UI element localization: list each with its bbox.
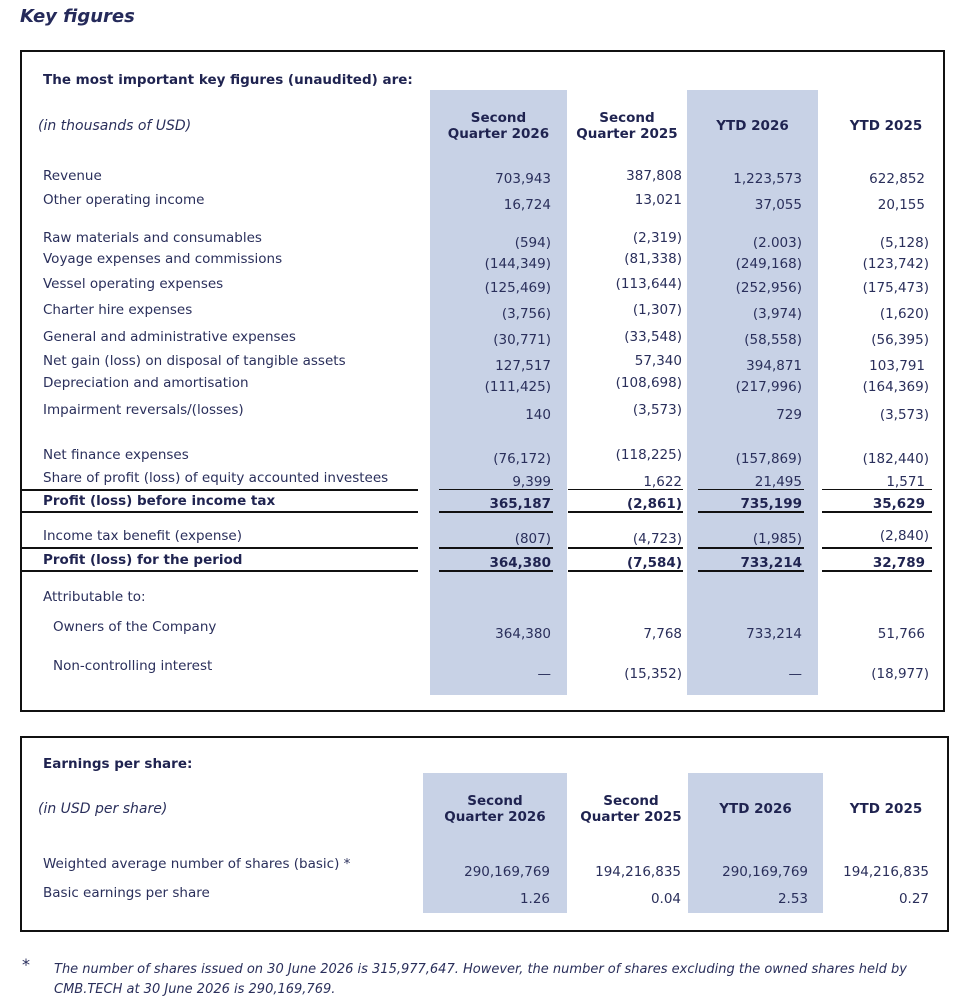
row-label-vessel-operating-expenses: Vessel operating expenses bbox=[43, 276, 224, 292]
cell: 1,571 bbox=[886, 474, 925, 490]
cell: 1.26 bbox=[519, 891, 550, 907]
cell: 622,852 bbox=[869, 171, 925, 187]
key-figures-title: The most important key figures (unaudited) are: bbox=[43, 72, 413, 88]
cell: (56,395) bbox=[871, 332, 929, 348]
cell: 290,169,769 bbox=[722, 864, 808, 880]
eps-table bbox=[20, 736, 949, 932]
col-header-ytd-2026: YTD 2026 bbox=[716, 118, 789, 134]
cell: 364,380 bbox=[489, 555, 551, 571]
cell: 57,340 bbox=[634, 353, 682, 369]
eps-title: Earnings per share: bbox=[43, 756, 193, 772]
cell: 32,789 bbox=[872, 555, 925, 571]
row-label-profit-for-period: Profit (loss) for the period bbox=[43, 552, 243, 568]
cell: 140 bbox=[525, 407, 551, 423]
cell: 9,399 bbox=[512, 474, 551, 490]
cell: 729 bbox=[776, 407, 802, 423]
subtotal-rule bbox=[439, 489, 553, 490]
cell: (2,840) bbox=[879, 528, 929, 544]
row-label-depreciation: Depreciation and amortisation bbox=[43, 375, 249, 391]
cell: (125,469) bbox=[484, 280, 551, 296]
cell: (33,548) bbox=[624, 329, 682, 345]
row-label-raw-materials: Raw materials and consumables bbox=[43, 230, 262, 246]
cell: (111,425) bbox=[484, 379, 551, 395]
cell: (1,985) bbox=[752, 531, 802, 547]
cell: (58,558) bbox=[744, 332, 802, 348]
cell: (30,771) bbox=[493, 332, 551, 348]
total-rule bbox=[698, 511, 804, 513]
cell: 365,187 bbox=[489, 496, 551, 512]
row-rule bbox=[22, 489, 418, 491]
col-header-q2-2026: Second Quarter 2026 bbox=[447, 110, 550, 142]
cell: (164,369) bbox=[862, 379, 929, 395]
cell: (249,168) bbox=[735, 256, 802, 272]
cell: (108,698) bbox=[615, 375, 682, 391]
cell: 13,021 bbox=[634, 192, 682, 208]
col-header-ytd-2026: YTD 2026 bbox=[719, 801, 792, 817]
row-label-profit-before-tax: Profit (loss) before income tax bbox=[43, 493, 276, 509]
cell: 194,216,835 bbox=[595, 864, 681, 880]
cell: (18,977) bbox=[871, 666, 929, 682]
cell: (594) bbox=[514, 235, 551, 251]
cell: 1,622 bbox=[643, 474, 682, 490]
subtotal-rule bbox=[698, 489, 804, 490]
cell: (3,974) bbox=[752, 306, 802, 322]
cell: 51,766 bbox=[877, 626, 925, 642]
total-rule bbox=[568, 570, 683, 572]
cell: (2.003) bbox=[752, 235, 802, 251]
row-label-attributable: Attributable to: bbox=[43, 589, 146, 605]
subtotal-rule bbox=[822, 489, 932, 490]
cell: 1,223,573 bbox=[733, 171, 802, 187]
cell: (1,307) bbox=[632, 302, 682, 318]
key-figures-table bbox=[20, 50, 945, 712]
cell: (3,573) bbox=[879, 407, 929, 423]
total-rule bbox=[822, 511, 932, 513]
row-rule bbox=[22, 547, 418, 549]
row-label-basic-eps: Basic earnings per share bbox=[43, 885, 210, 901]
cell: (2,861) bbox=[626, 496, 682, 512]
row-label-impairment: Impairment reversals/(losses) bbox=[43, 402, 244, 418]
cell: 290,169,769 bbox=[464, 864, 550, 880]
row-label-voyage-expenses: Voyage expenses and commissions bbox=[43, 251, 283, 267]
row-rule bbox=[698, 547, 804, 549]
col-header-ytd-2025: YTD 2025 bbox=[849, 801, 923, 817]
cell: (2,319) bbox=[632, 230, 682, 246]
cell: (217,996) bbox=[735, 379, 802, 395]
cell: 733,214 bbox=[746, 626, 802, 642]
row-rule bbox=[568, 547, 683, 549]
cell: 733,214 bbox=[740, 555, 802, 571]
cell: (76,172) bbox=[493, 451, 551, 467]
row-label-general-administrative: General and administrative expenses bbox=[43, 329, 296, 345]
cell: 0.04 bbox=[650, 891, 681, 907]
total-rule bbox=[439, 511, 553, 513]
row-label-income-tax: Income tax benefit (expense) bbox=[43, 528, 242, 544]
footnote-marker: * bbox=[22, 955, 30, 974]
cell: (175,473) bbox=[862, 280, 929, 296]
cell: (807) bbox=[514, 531, 551, 547]
cell: 703,943 bbox=[495, 171, 551, 187]
row-label-weighted-shares: Weighted average number of shares (basic) * bbox=[43, 856, 351, 872]
cell: (15,352) bbox=[624, 666, 682, 682]
row-label-revenue: Revenue bbox=[43, 168, 102, 184]
total-rule bbox=[698, 570, 804, 572]
row-label-other-operating-income: Other operating income bbox=[43, 192, 205, 208]
cell: (182,440) bbox=[862, 451, 929, 467]
total-rule bbox=[568, 511, 683, 513]
cell: 20,155 bbox=[877, 197, 925, 213]
cell: 21,495 bbox=[754, 474, 802, 490]
row-rule bbox=[439, 547, 553, 549]
row-label-share-of-profit: Share of profit (loss) of equity accounted investees bbox=[43, 470, 389, 486]
total-rule bbox=[22, 570, 418, 572]
cell: (118,225) bbox=[615, 447, 682, 463]
cell: 0.27 bbox=[898, 891, 929, 907]
cell: 127,517 bbox=[495, 358, 551, 374]
key-figures-units: (in thousands of USD) bbox=[38, 118, 192, 134]
col-header-q2-2025: Second Quarter 2025 bbox=[580, 793, 682, 825]
cell: 364,380 bbox=[495, 626, 551, 642]
cell: (3,756) bbox=[501, 306, 551, 322]
cell: 735,199 bbox=[740, 496, 802, 512]
cell: (157,869) bbox=[735, 451, 802, 467]
row-label-net-gain-disposal: Net gain (loss) on disposal of tangible assets bbox=[43, 353, 346, 369]
row-rule bbox=[822, 547, 932, 549]
row-label-owners: Owners of the Company bbox=[53, 619, 217, 635]
cell: 394,871 bbox=[746, 358, 802, 374]
cell: 35,629 bbox=[872, 496, 925, 512]
cell: — bbox=[537, 666, 551, 682]
total-rule bbox=[439, 570, 553, 572]
row-label-non-controlling: Non-controlling interest bbox=[53, 658, 213, 674]
col-header-ytd-2025: YTD 2025 bbox=[849, 118, 923, 134]
cell: (1,620) bbox=[879, 306, 929, 322]
cell: (3,573) bbox=[632, 402, 682, 418]
cell: 37,055 bbox=[754, 197, 802, 213]
cell: 7,768 bbox=[643, 626, 682, 642]
cell: (123,742) bbox=[862, 256, 929, 272]
footnote-text: The number of shares issued on 30 June 2026 is 315,977,647. However, the number of shares excluding the owned shares held by CMB.TECH at 30 June 2026 is 290,169,769. bbox=[54, 962, 907, 997]
row-label-charter-hire-expenses: Charter hire expenses bbox=[43, 302, 193, 318]
cell: (5,128) bbox=[879, 235, 929, 251]
total-rule bbox=[22, 511, 418, 513]
cell: (144,349) bbox=[484, 256, 551, 272]
row-label-net-finance-expenses: Net finance expenses bbox=[43, 447, 189, 463]
eps-units: (in USD per share) bbox=[38, 801, 168, 817]
cell: — bbox=[788, 666, 802, 682]
cell: 387,808 bbox=[626, 168, 682, 184]
col-header-q2-2026: Second Quarter 2026 bbox=[444, 793, 546, 825]
cell: (113,644) bbox=[615, 276, 682, 292]
cell: 16,724 bbox=[503, 197, 551, 213]
cell: (4,723) bbox=[632, 531, 682, 547]
col-header-q2-2025: Second Quarter 2025 bbox=[576, 110, 678, 142]
cell: 2.53 bbox=[777, 891, 808, 907]
cell: (81,338) bbox=[624, 251, 682, 267]
cell: 194,216,835 bbox=[843, 864, 929, 880]
cell: (252,956) bbox=[735, 280, 802, 296]
total-rule bbox=[822, 570, 932, 572]
page-title: Key figures bbox=[20, 6, 135, 27]
cell: 103,791 bbox=[869, 358, 925, 374]
cell: (7,584) bbox=[626, 555, 682, 571]
subtotal-rule bbox=[568, 489, 683, 490]
